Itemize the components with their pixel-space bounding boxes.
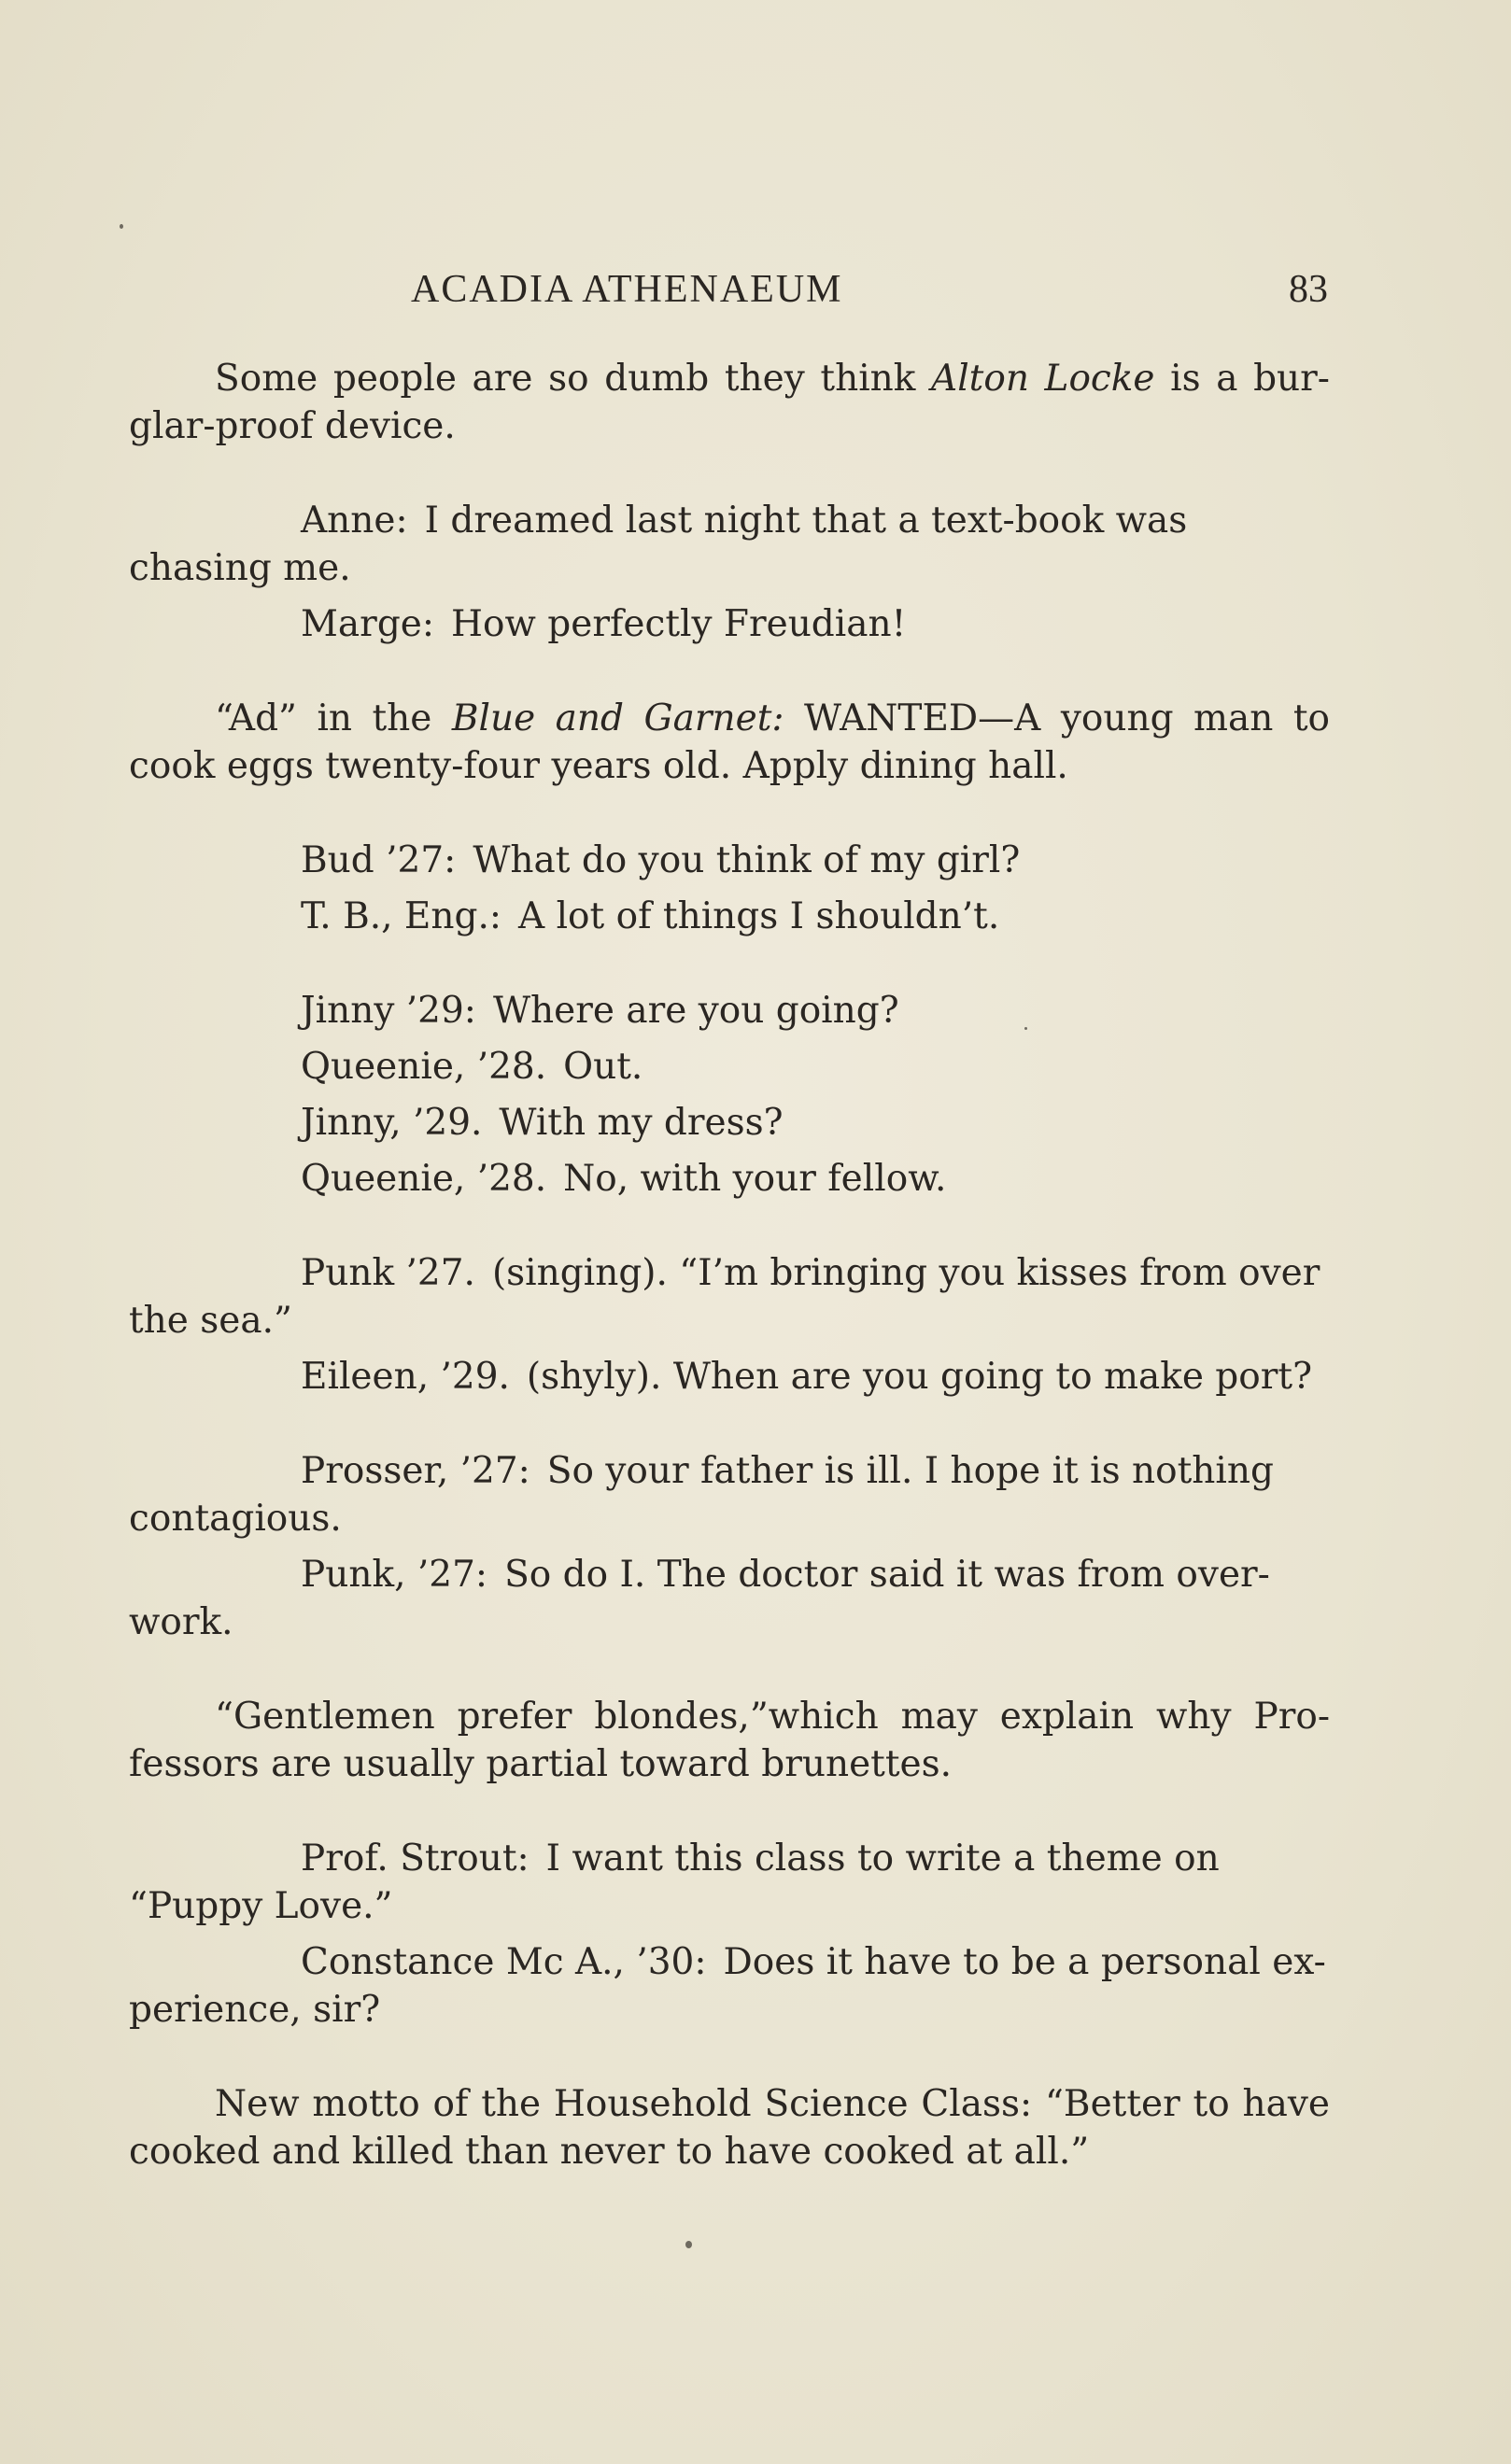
spoken-text: (singing). “I’m bringing you kisses from over the sea.” (129, 1252, 1320, 1342)
text-run: “Ad” in the (215, 697, 452, 739)
text-run: Some people are so dumb they think (215, 358, 932, 400)
dialogue-line (129, 1099, 1330, 1147)
text-run: “Gentlemen prefer blondes,”which may explain why Pro-fessors are usually partial toward brunettes. (129, 1696, 1330, 1785)
speaker-name: Constance Mc A., ’30: (301, 1941, 707, 1983)
running-header (131, 267, 1328, 323)
spoken-text: With my dress? (499, 1102, 784, 1144)
speaker-name: Queenie, ’28. (301, 1046, 547, 1088)
speaker-name: Queenie, ’28. (301, 1158, 547, 1200)
dialogue-line (129, 497, 1330, 592)
text-run: is a bur-glar-proof device. (129, 358, 1330, 447)
paper-speck (685, 2241, 692, 2248)
speaker-name: Jinny ’29: (301, 990, 476, 1032)
page-number: 83 (1289, 268, 1328, 311)
paragraph-text (129, 695, 1330, 790)
running-title: ACADIA ATHENAEUM (411, 268, 843, 311)
dialogue-line (129, 987, 1330, 1035)
dialogue-exchange (129, 1447, 1330, 1646)
spoken-text: Out. (563, 1046, 643, 1088)
dialogue-line (129, 893, 1330, 940)
dialogue-line (129, 1249, 1330, 1345)
paragraph (129, 2080, 1330, 2175)
dialogue-line (129, 1447, 1330, 1542)
dialogue-line (129, 1353, 1330, 1401)
speaker-name: Marge: (301, 603, 435, 645)
spoken-text: How perfectly Freudian! (451, 603, 907, 645)
dialogue-exchange (129, 1249, 1330, 1401)
paragraph (129, 355, 1330, 450)
dialogue-exchange (129, 987, 1330, 1203)
dialogue-line (129, 1551, 1330, 1646)
paragraph-text (129, 1693, 1330, 1788)
speaker-name: T. B., Eng.: (301, 895, 502, 937)
dialogue-exchange (129, 837, 1330, 940)
dialogue-line (129, 600, 1330, 648)
text-run: WANTED—A young man to cook eggs twenty-four years old. Apply dining hall. (129, 697, 1330, 787)
speaker-name: Anne: (301, 500, 408, 542)
spoken-text: No, with your fellow. (563, 1158, 947, 1200)
spoken-text: What do you think of my girl? (473, 839, 1021, 881)
dialogue-exchange (129, 1835, 1330, 2034)
paragraph (129, 1693, 1330, 1788)
paragraph (129, 695, 1330, 790)
dialogue-line (129, 1043, 1330, 1091)
dialogue-line (129, 1835, 1330, 1930)
spoken-text: So do I. The doctor said it was from over-work. (129, 1554, 1270, 1643)
page-body (129, 355, 1330, 2222)
speaker-name: Eileen, ’29. (301, 1356, 510, 1398)
italic-title: Alton Locke (931, 358, 1155, 400)
speaker-name: Prof. Strout: (301, 1837, 530, 1880)
paragraph-text (129, 2080, 1330, 2175)
speaker-name: Punk, ’27: (301, 1554, 488, 1596)
italic-title: Blue and Garnet: (451, 697, 784, 739)
dialogue-line (129, 1938, 1330, 2034)
spoken-text: So your father is ill. I hope it is nothing contagious. (129, 1450, 1274, 1540)
dialogue-line (129, 837, 1330, 884)
spoken-text: (shyly). When are you going to make port? (526, 1356, 1312, 1398)
dialogue-line (129, 1155, 1330, 1203)
speaker-name: Prosser, ’27: (301, 1450, 530, 1492)
text-run: New motto of the Household Science Class: “Better to have cooked and killed than never to have cooked at all.” (129, 2083, 1330, 2173)
speaker-name: Bud ’27: (301, 839, 457, 881)
spoken-text: A lot of things I shouldn’t. (518, 895, 1000, 937)
dialogue-exchange (129, 497, 1330, 648)
paper-speck (120, 224, 123, 229)
paper-speck (1024, 1027, 1027, 1030)
spoken-text: I dreamed last night that a text-book was chasing me. (129, 500, 1188, 589)
speaker-name: Jinny, ’29. (301, 1102, 483, 1144)
spoken-text: Does it have to be a personal ex-perience, sir? (129, 1941, 1326, 2031)
spoken-text: I want this class to write a theme on “Puppy Love.” (129, 1837, 1220, 1927)
speaker-name: Punk ’27. (301, 1252, 475, 1294)
paragraph-text (129, 355, 1330, 450)
spoken-text: Where are you going? (492, 990, 899, 1032)
